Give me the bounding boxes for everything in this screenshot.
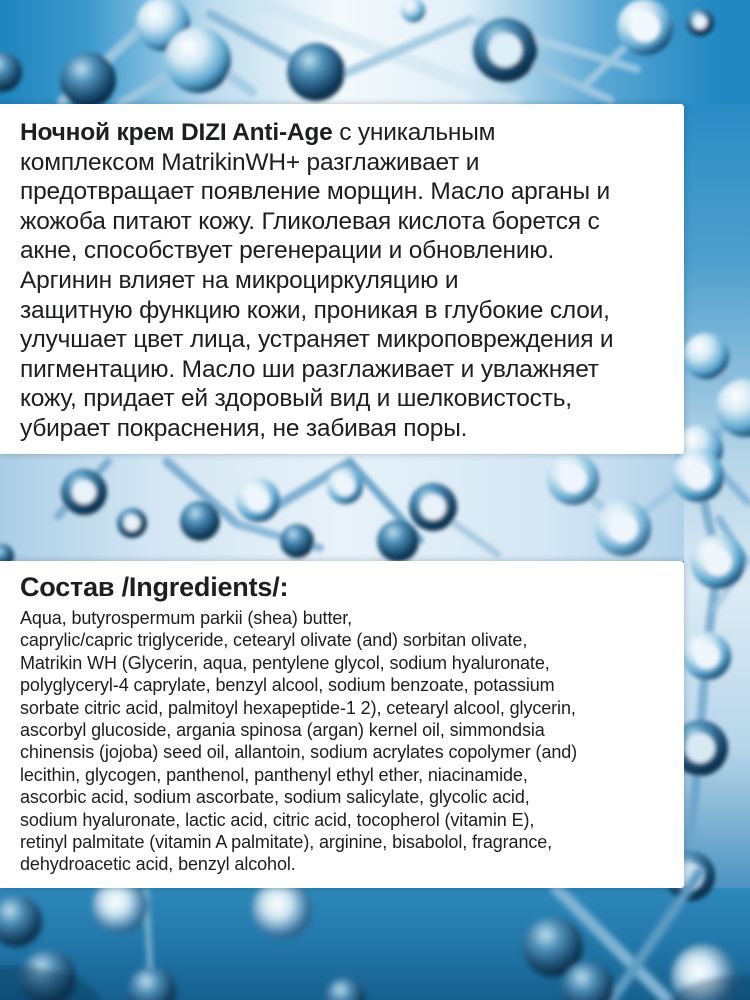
ingredients-line: lecithin, glycogen, panthenol, panthenyl ethyl ether, niacinamide, — [20, 764, 528, 785]
ingredients-panel — [0, 561, 684, 888]
description-lead-line — [20, 118, 664, 148]
product-name: Ночной крем DIZI Anti-Age — [20, 119, 333, 146]
ingredients-line: Aqua, butyrospermum parkii (shea) butter, — [20, 608, 353, 628]
ingredients-line: ascorbic acid, sodium ascorbate, sodium salicylate, glycolic acid, — [20, 787, 530, 808]
ingredients-line: Matrikin WH (Glycerin, aqua, pentylene glycol, sodium hyaluronate, — [20, 652, 550, 673]
description-line: жожоба питают кожу. Гликолевая кислота борется с — [20, 207, 600, 235]
ingredients-lines — [20, 607, 664, 876]
ingredients-heading: Состав /Ingredients/: — [20, 572, 289, 602]
description-line: убирает покраснения, не забивая поры. — [20, 414, 468, 442]
ingredients-line: dehydroacetic acid, benzyl alcohol. — [20, 854, 296, 875]
description-line: защитную функцию кожи, проникая в глубокие слои, — [20, 296, 610, 324]
description-line: предотвращает появление морщин. Масло арганы и — [20, 178, 611, 206]
description-line: кожу, придает ей здоровый вид и шелковистость, — [20, 385, 572, 413]
ingredients-line: caprylic/capric triglyceride, cetearyl olivate (and) sorbitan olivate, — [20, 630, 528, 651]
description-line: пигментацию. Масло ши разглаживает и увлажняет — [20, 355, 599, 383]
ingredients-line: retinyl palmitate (vitamin A palmitate), arginine, bisabolol, fragrance, — [20, 832, 553, 853]
description-lines — [20, 148, 664, 444]
description-line: улучшает цвет лица, устраняет микроповреждения и — [20, 326, 614, 354]
description-panel — [0, 104, 684, 454]
ingredients-line: ascorbyl glucoside, argania spinosa (argan) kernel oil, simmondsia — [20, 720, 545, 741]
ingredients-line: polyglyceryl-4 caprylate, benzyl alcool, sodium benzoate, potassium — [20, 675, 555, 696]
description-line: комплексом MatrikinWH+ разглаживает и — [20, 148, 480, 176]
ingredients-line: sodium hyaluronate, lactic acid, citric acid, tocopherol (vitamin E), — [20, 809, 535, 830]
description-line: Аргинин влияет на микроциркуляцию и — [20, 266, 459, 294]
description-line: акне, способствует регенерации и обновлению. — [20, 237, 555, 265]
description-lead-rest: с уникальным — [332, 119, 496, 146]
ingredients-line: chinensis (jojoba) seed oil, allantoin, sodium acrylates copolymer (and) — [20, 742, 578, 763]
ingredients-line: sorbate citric acid, palmitoyl hexapeptide-1 2), cetearyl alcool, glycerin, — [20, 697, 576, 718]
